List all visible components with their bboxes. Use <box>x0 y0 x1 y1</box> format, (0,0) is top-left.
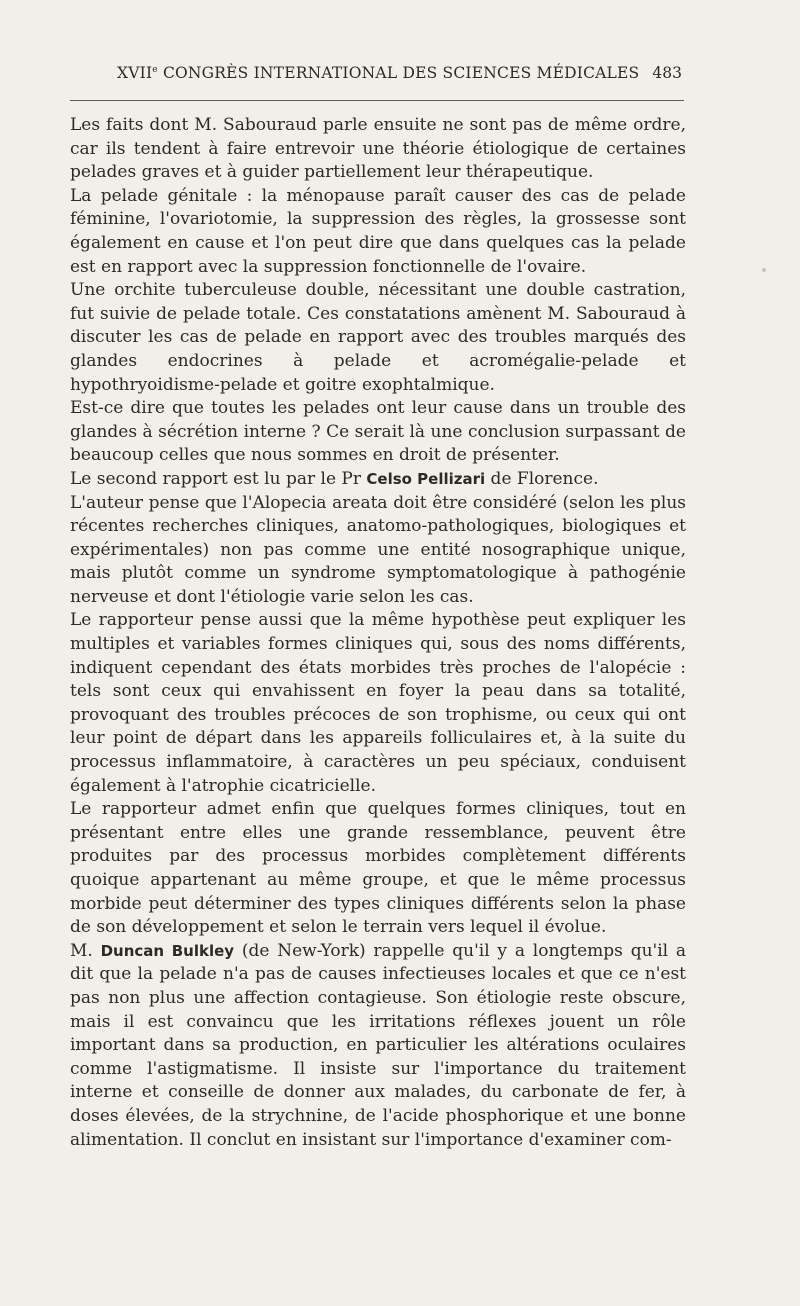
running-header <box>70 62 684 92</box>
page-number: 483 <box>652 64 682 82</box>
header-rule <box>70 100 684 101</box>
title-superscript: e <box>152 64 158 75</box>
paragraph: Est-ce dire que toutes les pelades ont leur cause dans un trouble des glandes à sécrétion interne ? Ce serait là une conclusion surpassant de beaucoup celles que nous sommes en droit de présenter. <box>70 398 686 466</box>
paragraph: Une orchite tuberculeuse double, nécessitant une double castration, fut suivie de pelade totale. Ces constatations amènent M. Sabouraud à discuter les cas de pelade en rapport avec des troubles marqués des glandes endocrines à pelade et acromégalie-pelade et hypothryoidisme-pelade et goitre exophtalmique. <box>70 280 686 395</box>
paragraph: M. Duncan Bulkley (de New-York) rappelle qu'il y a longtemps qu'il a dit que la pelade n'a pas de causes infectieuses locales et que ce n'est pas non plus une affection contagieuse. Son étiologie reste obscure, mais il est convaincu que les irritations réflexes jouent un rôle important dans sa production, en particulier les altérations oculaires comme l'astigmatisme. Il insiste sur l'importance du traitement interne et conseille de donner aux malades, du carbonate de fer, à doses élevées, de la strychnine, de l'acide phosphorique et une bonne alimentation. Il conclut en insistant sur l'importance d'examiner com- <box>70 940 687 1150</box>
body-text <box>70 114 686 1152</box>
title-prefix: XVII <box>117 64 153 82</box>
person-name: Duncan Bulkley <box>100 941 235 960</box>
paragraph: L'auteur pense que l'Alopecia areata doit être considéré (selon les plus récentes recherches cliniques, anatomo-pathologiques, biologiques et expérimentales) non pas comme une entité nosographique unique, mais plutôt comme un syndrome symptomatologique à pathogénie nerveuse et dont l'étiologie varie selon les cas. <box>70 492 686 607</box>
paragraph: Le rapporteur admet enfin que quelques formes cliniques, tout en présentant entre elles une grande ressemblance, peuvent être produites par des processus morbides complètement différents quoique appartenant au même groupe, et que le même processus morbide peut déterminer des types cliniques différents selon la phase de son développement et selon le terrain vers lequel il évolue. <box>70 799 686 938</box>
paper-speck <box>762 268 766 272</box>
paragraph: La pelade génitale : la ménopause paraît causer des cas de pelade féminine, l'ovariotomie, la suppression des règles, la grossesse sont également en cause et l'on peut dire que dans quelques cas la pelade est en rapport avec la suppression fonctionnelle de l'ovaire. <box>70 185 686 277</box>
paragraph: Le rapporteur pense aussi que la même hypothèse peut expliquer les multiples et variables formes cliniques qui, sous des noms différents, indiquent cependant des états morbides très proches de l'alopécie : tels sont ceux qui envahissent en foyer la peau dans sa totalité, provoquant des troubles précoces de son trophisme, ou ceux qui ont leur point de départ dans les appareils folliculaires et, à la suite du processus inflammatoire, à caractères un peu spéciaux, conduisent également à l'atrophie cicatricielle. <box>70 610 686 796</box>
title-rest: CONGRÈS INTERNATIONAL DES SCIENCES MÉDICALES <box>157 64 640 82</box>
paragraph: Les faits dont M. Sabouraud parle ensuite ne sont pas de même ordre, car ils tendent à faire entrevoir une théorie étiologique de certaines pelades graves et à guider partiellement leur thérapeutique. <box>70 115 686 183</box>
person-name: Celso Pellizari <box>366 469 486 488</box>
running-title <box>117 64 639 82</box>
paragraph: Le second rapport est lu par le Pr Celso Pellizari de Florence. <box>70 468 599 489</box>
